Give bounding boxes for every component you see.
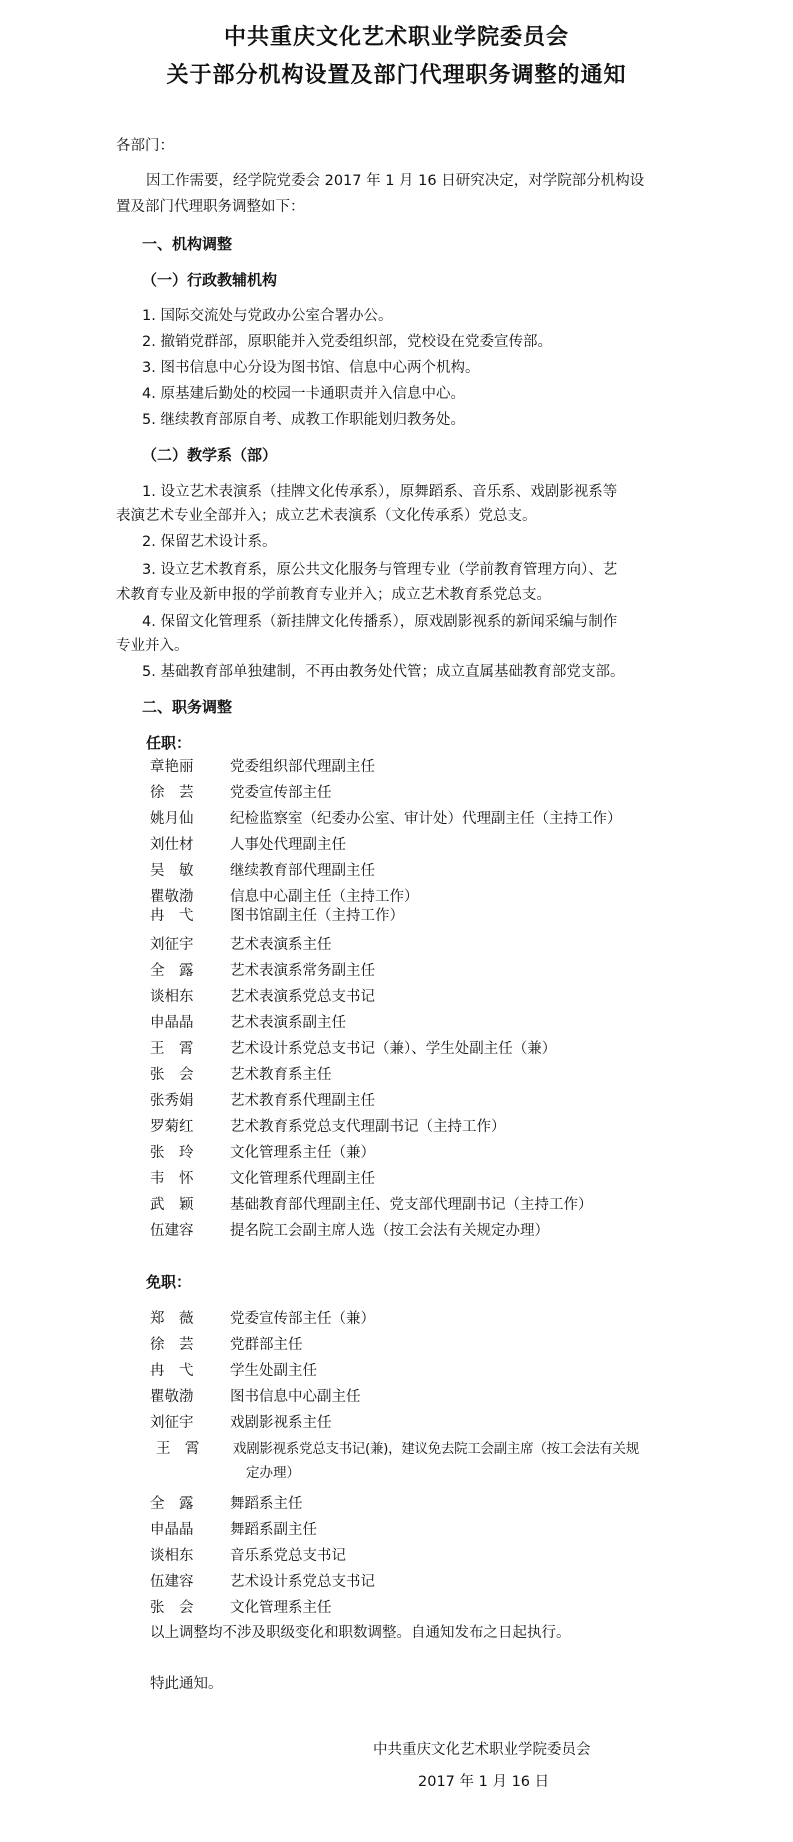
position-title: 党委组织部代理副主任 — [230, 759, 375, 775]
position-title: 艺术教育系主任 — [230, 1067, 332, 1083]
person-name: 徐 芸 — [150, 1337, 194, 1353]
position-title: 戏剧影视系主任 — [230, 1415, 332, 1431]
person-name: 王 霄 — [156, 1441, 200, 1457]
position-title: 图书信息中心副主任 — [230, 1389, 361, 1405]
person-name: 张 会 — [150, 1067, 194, 1083]
position-title: 党委宣传部主任 — [230, 785, 332, 801]
dismiss-label: 免职： — [146, 1273, 192, 1291]
intro-line-1: 因工作需要，经学院党委会 2017 年 1 月 16 日研究决定，对学院部分机构设 — [146, 173, 645, 189]
person-name: 全 露 — [150, 1496, 194, 1512]
position-title: 艺术教育系代理副主任 — [230, 1093, 375, 1109]
list-item: 2. 撤销党群部，原职能并入党委组织部，党校设在党委宣传部。 — [142, 334, 552, 350]
position-title: 图书馆副主任（主持工作） — [230, 908, 404, 924]
position-title: 戏剧影视系党总支书记(兼)，建议免去院工会副主席（按工会法有关规 — [233, 1441, 639, 1457]
list-item: 4. 保留文化管理系（新挂牌文化传播系），原戏剧影视系的新闻采编与制作 — [142, 614, 618, 630]
implementation-note: 以上调整均不涉及职级变化和职数调整。自通知发布之日起执行。 — [150, 1625, 571, 1641]
person-name: 冉 弋 — [150, 1363, 194, 1379]
person-name: 郑 薇 — [150, 1311, 194, 1327]
list-item: 2. 保留艺术设计系。 — [142, 534, 277, 550]
list-item-cont: 表演艺术专业全部并入；成立艺术表演系（文化传承系）党总支。 — [116, 508, 537, 524]
position-title: 文化管理系主任（兼） — [230, 1145, 375, 1161]
section2-heading: 二、职务调整 — [142, 698, 233, 716]
list-item: 5. 继续教育部原自考、成教工作职能划归教务处。 — [142, 412, 465, 428]
position-title: 音乐系党总支书记 — [230, 1548, 346, 1564]
position-title: 艺术表演系常务副主任 — [230, 963, 375, 979]
position-title: 艺术设计系党总支书记 — [230, 1574, 375, 1590]
person-name: 伍建容 — [150, 1223, 194, 1239]
person-name: 徐 芸 — [150, 785, 194, 801]
person-name: 瞿敬渤 — [150, 1389, 194, 1405]
signature-date: 2017 年 1 月 16 日 — [418, 1774, 550, 1790]
closing-remark: 特此通知。 — [150, 1676, 223, 1692]
person-name: 谈相东 — [150, 989, 194, 1005]
list-item: 4. 原基建后勤处的校园一卡通职责并入信息中心。 — [142, 386, 465, 402]
person-name: 张 会 — [150, 1600, 194, 1616]
person-name: 韦 怀 — [150, 1171, 194, 1187]
list-item: 5. 基础教育部单独建制，不再由教务处代管；成立直属基础教育部党支部。 — [142, 664, 625, 680]
position-title: 艺术表演系主任 — [230, 937, 332, 953]
list-item: 1. 设立艺术表演系（挂牌文化传承系），原舞蹈系、音乐系、戏剧影视系等 — [142, 484, 618, 500]
position-title: 纪检监察室（纪委办公室、审计处）代理副主任（主持工作） — [230, 811, 622, 827]
list-item: 3. 设立艺术教育系，原公共文化服务与管理专业（学前教育管理方向）、艺 — [142, 562, 618, 578]
salutation: 各部门： — [116, 138, 174, 154]
position-title: 文化管理系主任 — [230, 1600, 332, 1616]
person-name: 罗菊红 — [150, 1119, 194, 1135]
person-name: 王 霄 — [150, 1041, 194, 1057]
position-title: 艺术教育系党总支代理副书记（主持工作） — [230, 1119, 506, 1135]
position-title: 艺术设计系党总支书记（兼）、学生处副主任（兼） — [230, 1041, 557, 1057]
person-name: 谈相东 — [150, 1548, 194, 1564]
list-item: 1. 国际交流处与党政办公室合署办公。 — [142, 308, 393, 324]
position-title: 舞蹈系副主任 — [230, 1522, 317, 1538]
list-item-cont: 术教育专业及新申报的学前教育专业并入；成立艺术教育系党总支。 — [116, 587, 551, 603]
document-title-line2: 关于部分机构设置及部门代理职务调整的通知 — [166, 63, 627, 88]
position-title: 艺术表演系副主任 — [230, 1015, 346, 1031]
person-name: 张 玲 — [150, 1145, 194, 1161]
person-name: 全 露 — [150, 963, 194, 979]
person-name: 申晶晶 — [150, 1015, 194, 1031]
person-name: 刘征宇 — [150, 937, 194, 953]
person-name: 张秀娟 — [150, 1093, 194, 1109]
list-item: 3. 图书信息中心分设为图书馆、信息中心两个机构。 — [142, 360, 480, 376]
document-title-line1: 中共重庆文化艺术职业学院委员会 — [223, 25, 569, 50]
person-name: 刘仕材 — [150, 837, 194, 853]
position-title: 文化管理系代理副主任 — [230, 1171, 375, 1187]
position-title-cont: 定办理） — [246, 1465, 300, 1481]
intro-line-2: 置及部门代理职务调整如下： — [116, 199, 305, 215]
position-title: 提名院工会副主席人选（按工会法有关规定办理） — [230, 1223, 549, 1239]
position-title: 继续教育部代理副主任 — [230, 863, 375, 879]
appoint-label: 任职： — [146, 734, 192, 752]
person-name: 申晶晶 — [150, 1522, 194, 1538]
person-name: 伍建容 — [150, 1574, 194, 1590]
person-name: 刘征宇 — [150, 1415, 194, 1431]
section1-sub1-heading: （一）行政教辅机构 — [142, 271, 278, 289]
list-item-cont: 专业并入。 — [116, 638, 189, 654]
position-title: 学生处副主任 — [230, 1363, 317, 1379]
position-title: 党委宣传部主任（兼） — [230, 1311, 375, 1327]
person-name: 吴 敏 — [150, 863, 194, 879]
person-name: 冉 弋 — [150, 908, 194, 924]
position-title: 党群部主任 — [230, 1337, 303, 1353]
section1-sub2-heading: （二）教学系（部） — [142, 446, 278, 464]
position-title: 舞蹈系主任 — [230, 1496, 303, 1512]
position-title: 艺术表演系党总支书记 — [230, 989, 375, 1005]
position-title: 信息中心副主任（主持工作） — [230, 889, 419, 905]
section1-heading: 一、机构调整 — [142, 235, 233, 253]
person-name: 姚月仙 — [150, 811, 194, 827]
person-name: 武 颖 — [150, 1197, 194, 1213]
position-title: 基础教育部代理副主任、党支部代理副书记（主持工作） — [230, 1197, 593, 1213]
person-name: 章艳丽 — [150, 759, 194, 775]
person-name: 瞿敬渤 — [150, 889, 194, 905]
position-title: 人事处代理副主任 — [230, 837, 346, 853]
signature-org: 中共重庆文化艺术职业学院委员会 — [373, 1742, 591, 1758]
